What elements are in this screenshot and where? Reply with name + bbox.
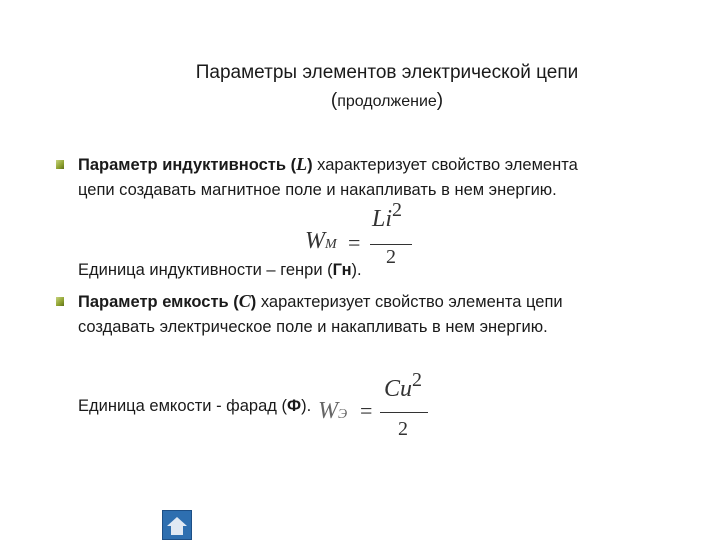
- inductance-unit: Единица индуктивности – генри (Гн).: [78, 261, 362, 279]
- inductance-formula-lhs: WМ: [305, 228, 337, 254]
- capacitance-formula-lhs: WЭ: [318, 398, 348, 424]
- inductance-fraction-bar: [370, 244, 412, 245]
- inductance-formula-denominator: 2: [386, 246, 396, 268]
- capacitance-fraction-bar: [380, 412, 428, 413]
- slide-title: Параметры элементов электрической цепи: [195, 62, 579, 83]
- inductance-paragraph: Параметр индуктивность (L) характеризует свойство элемента цепи создавать магнитное поле и накапливать в нем энергию.: [78, 154, 578, 199]
- inductance-formula-numerator: Li$^2$: [372, 199, 403, 232]
- capacitance-formula-denominator: 2: [398, 418, 408, 440]
- bullet-icon: [56, 160, 64, 169]
- home-button[interactable]: [162, 510, 192, 540]
- capacitance-formula-equals: =: [360, 398, 373, 423]
- capacitance-unit: Единица емкости - фарад (Ф).: [78, 397, 312, 415]
- capacitance-formula-numerator: Cu$^2$: [384, 369, 423, 402]
- slide-subtitle: (продолжение): [330, 90, 444, 111]
- bullet-icon: [56, 297, 64, 306]
- inductance-formula-equals: =: [348, 230, 361, 255]
- capacitance-paragraph: Параметр емкость (C) характеризует свойство элемента цепи создавать электрическое поле и накапливать в нем энергию.: [78, 291, 563, 336]
- home-icon: [163, 511, 191, 539]
